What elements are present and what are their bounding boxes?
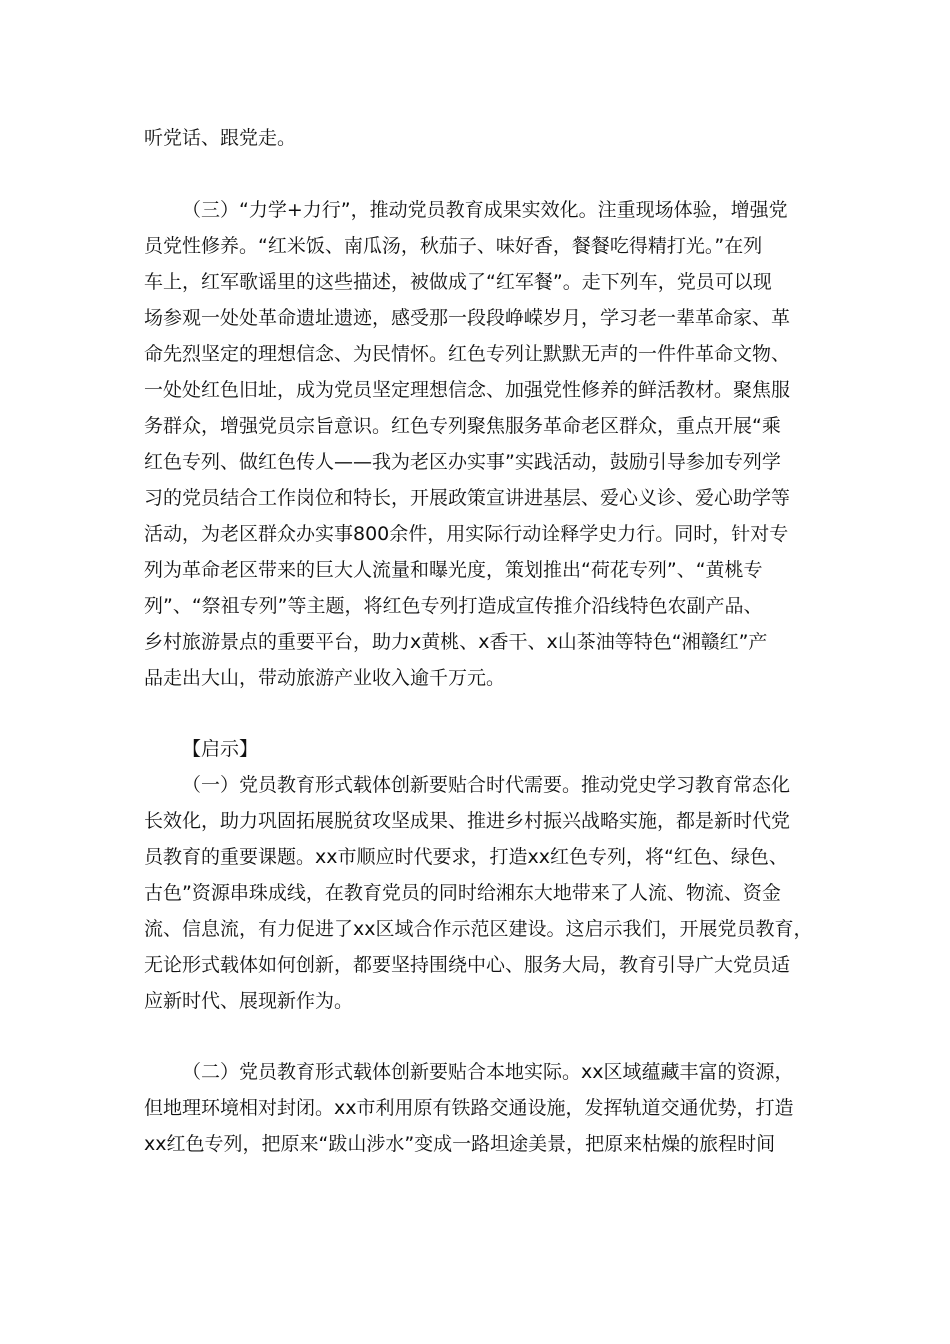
text-line: 红色专列、做红色传人——我为老区办实事”实践活动，鼓励引导参加专列学: [144, 451, 781, 473]
text-line: 无论形式载体如何创新，都要坚持围绕中心、服务大局，教育引导广大党员适: [144, 954, 791, 976]
text-line: 活动，为老区群众办实事800余件，用实际行动诠释学史力行。同时，针对专: [144, 523, 789, 545]
text-line: 一处处红色旧址，成为党员坚定理想信念、加强党性修养的鲜活教材。聚焦服: [144, 379, 791, 401]
text-line: xx红色专列，把原来“跋山涉水”变成一路坦途美景，把原来枯燥的旅程时间: [144, 1133, 776, 1155]
text-line: 列”、“祭祖专列”等主题，将红色专列打造成宣传推介沿线特色农副产品、: [144, 595, 763, 617]
text-line: 古色”资源串珠成线，在教育党员的同时给湘东大地带来了人流、物流、资金: [144, 882, 781, 904]
text-line: 车上，红军歌谣里的这些描述，被做成了“红军餐”。走下列车，党员可以现: [144, 271, 772, 293]
text-line: 乡村旅游景点的重要平台，助力x黄桃、x香干、x山茶油等特色“湘赣红”产: [144, 631, 768, 653]
text-line: （一）党员教育形式载体创新要贴合时代需要。推动党史学习教育常态化: [182, 774, 791, 796]
text-line: （二）党员教育形式载体创新要贴合本地实际。xx区域蕴藏丰富的资源，: [182, 1061, 794, 1083]
text-line: 但地理环境相对封闭。xx市利用原有铁路交通设施，发挥轨道交通优势，打造: [144, 1097, 794, 1119]
section-heading: 【启示】: [182, 738, 259, 760]
text-line: 场参观一处处革命遗址遗迹，感受那一段段峥嵘岁月，学习老一辈革命家、革: [144, 307, 791, 329]
text-line: 习的党员结合工作岗位和特长，开展政策宣讲进基层、爱心义诊、爱心助学等: [144, 487, 791, 509]
text-line: 应新时代、展现新作为。: [144, 990, 354, 1012]
text-line: 长效化，助力巩固拓展脱贫攻坚成果、推进乡村振兴战略实施，都是新时代党: [144, 810, 791, 832]
text-line: 列为革命老区带来的巨大人流量和曝光度，策划推出“荷花专列”、“黄桃专: [144, 559, 763, 581]
text-line: 务群众，增强党员宗旨意识。红色专列聚焦服务革命老区群众，重点开展“乘: [144, 415, 781, 437]
text-line: 命先烈坚定的理想信念、为民情怀。红色专列让默默无声的一件件革命文物、: [144, 343, 791, 365]
text-line: 员教育的重要课题。xx市顺应时代要求，打造xx红色专列，将“红色、绿色、: [144, 846, 788, 868]
text-line: 员党性修养。“红米饭、南瓜汤，秋茄子、味好香，餐餐吃得精打光。”在列: [144, 235, 763, 257]
text-line: （三）“力学+力行”，推动党员教育成果实效化。注重现场体验，增强党: [182, 199, 788, 221]
text-line: 品走出大山，带动旅游产业收入逾千万元。: [144, 667, 506, 689]
text-line: 流、信息流，有力促进了xx区域合作示范区建设。这启示我们，开展党员教育，: [144, 918, 813, 940]
text-line: 听党话、跟党走。: [144, 127, 297, 149]
